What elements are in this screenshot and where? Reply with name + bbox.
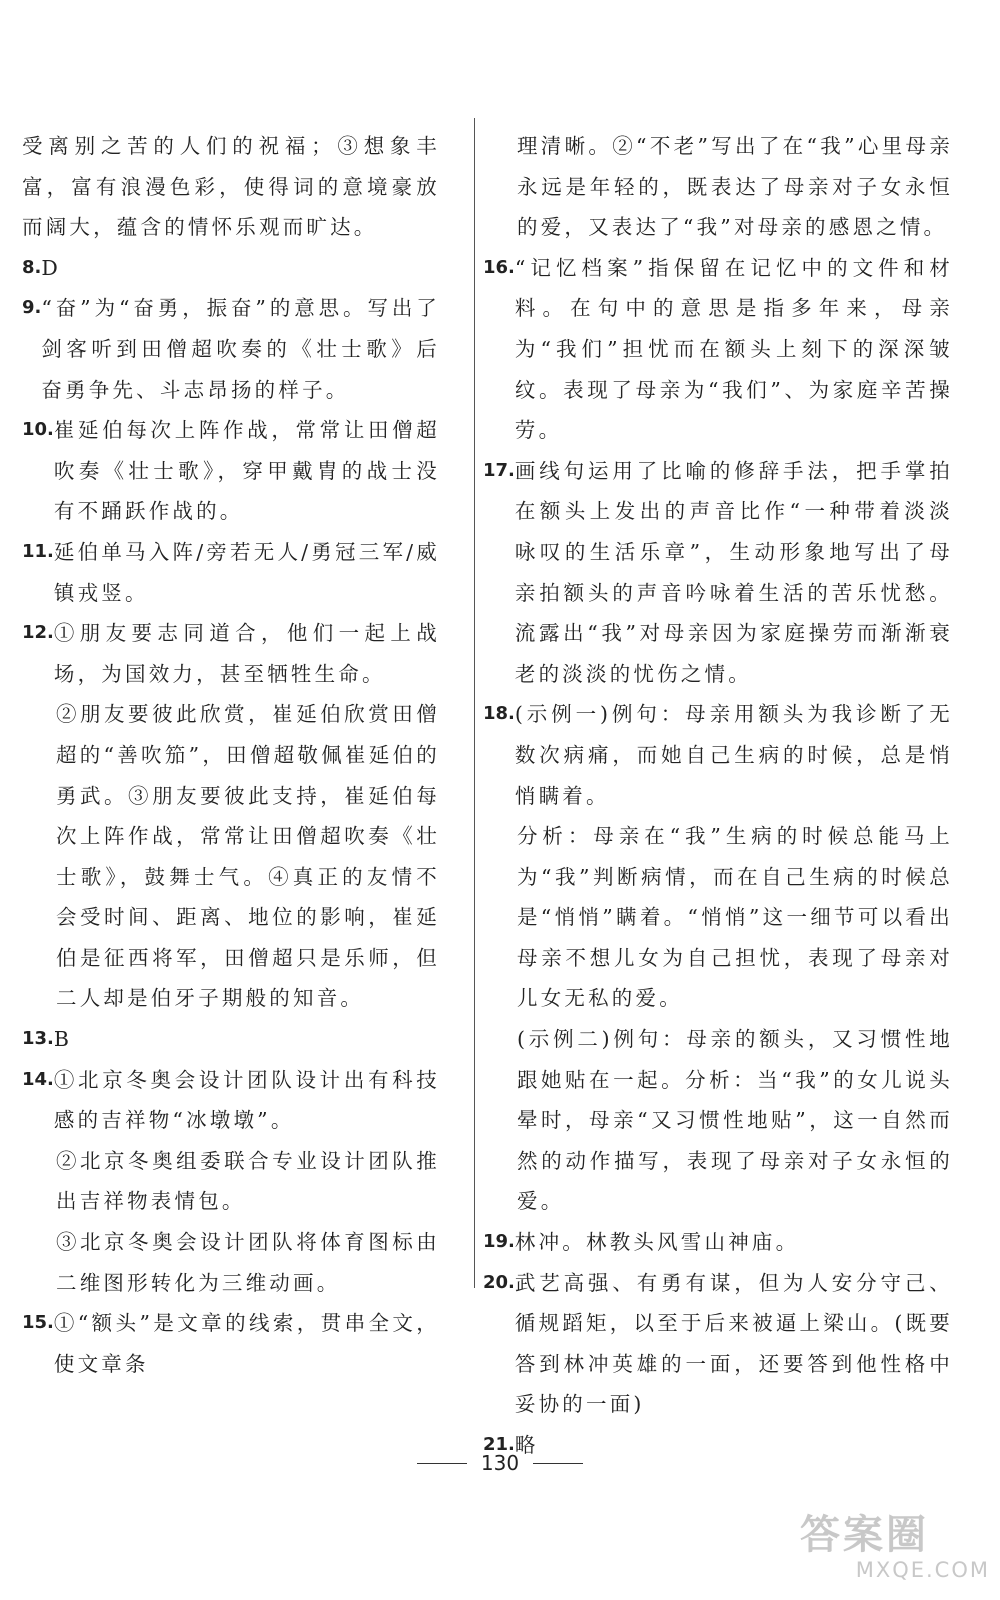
answer-text: D (41, 255, 62, 280)
answer-12 (22, 613, 440, 694)
answer-number: 9. (22, 297, 42, 319)
answer-number: 17. (483, 459, 515, 481)
answer-text (54, 613, 440, 694)
answer-19 (483, 1222, 953, 1263)
page-number: 130 (480, 1451, 520, 1475)
answer-9 (22, 288, 440, 410)
answer-paragraph: ①朋友要志同道合，他们一起上战场，为国效力，甚至牺牲生命。 (53, 621, 440, 686)
page-footer (0, 1443, 1000, 1483)
answer-12-continued: ②朋友要彼此欣赏，崔延伯欣赏田僧超的“善吹笳”，田僧超敬佩崔延伯的勇武。③朋友要彼此支持，崔延伯每次上阵作战，常常让田僧超吹奏《壮士歌》，鼓舞士气。④真正的友情不会受时间、距离、地位的影响，崔延伯是征西将军，田僧超只是乐师，但二人却是伯牙子期般的知音。 (56, 702, 440, 1011)
answer-number: 16. (483, 256, 515, 278)
left-column (22, 126, 440, 1384)
column-divider (474, 118, 475, 1288)
answer-10 (22, 410, 440, 532)
answer-text: 林冲。林教头风雪山神庙。 (514, 1230, 800, 1255)
answer-14-part2: ②北京冬奥组委联合专业设计团队推出吉祥物表情包。 (56, 1148, 440, 1214)
answer-text: B (53, 1027, 73, 1052)
answer-number: 10. (22, 419, 54, 441)
answer-number: 21. (483, 1434, 515, 1455)
footer-rule-right (533, 1463, 583, 1464)
answer-18 (483, 694, 953, 816)
right-column (483, 126, 953, 1466)
right-continuation: 理清晰。②“不老”写出了在“我”心里母亲永远是年轻的，既表达了母亲对子女永恒的爱，又表达了“我”对母亲的感恩之情。 (517, 134, 953, 240)
answer-number: 13. (22, 1028, 54, 1050)
answer-number: 20. (483, 1271, 515, 1293)
answer-number: 12. (22, 622, 54, 644)
answer-text: “记忆档案”指保留在记忆中的文件和材料。在句中的意思是指多年来，母亲为“我们”担忧而在额头上刻下的深深皱纹。表现了母亲为“我们”、为家庭辛苦操劳。 (514, 255, 953, 443)
answer-text: 画线句运用了比喻的修辞手法，把手掌拍在额头上发出的声音比作“一种带着淡淡咏叹的生活乐章”，生动形象地写出了母亲拍额头的声音吟咏着生活的苦乐忧愁。流露出“我”对母亲因为家庭操劳而渐渐衰老的淡淡的忧伤之情。 (514, 458, 953, 686)
answer-text: ①北京冬奥会设计团队设计出有科技感的吉祥物“冰墩墩”。 (53, 1067, 440, 1133)
answer-number: 14. (22, 1068, 54, 1090)
left-continuation: 受离别之苦的人们的祝福；③想象丰富，富有浪漫色彩，使得词的意境豪放而阔大，蕴含的情怀乐观而旷达。 (22, 134, 440, 240)
answer-text: (示例一)例句：母亲用额头为我诊断了无数次病痛，而她自己生病的时候，总是悄悄瞒着。 (514, 702, 953, 808)
answer-14 (22, 1060, 440, 1141)
answer-number: 18. (483, 703, 515, 725)
watermark-domain: MXQE.COM (855, 1558, 990, 1582)
answer-number: 19. (483, 1231, 515, 1253)
footer-rule-left (417, 1463, 467, 1464)
answer-number: 15. (22, 1312, 54, 1334)
answer-15 (22, 1303, 440, 1384)
answer-18-analysis: 分析：母亲在“我”生病的时候总能马上为“我”判断病情，而在自己生病的时候总是“悄悄”瞒着。“悄悄”这一细节可以看出母亲不想儿女为自己担忧，表现了母亲对儿女无私的爱。 (517, 824, 953, 1011)
answer-11 (22, 532, 440, 613)
answer-text: 武艺高强、有勇有谋，但为人安分守己、循规蹈矩，以至于后来被逼上梁山。(既要答到林冲英雄的一面，还要答到他性格中妥协的一面) (514, 1270, 953, 1417)
site-watermark (800, 1512, 990, 1592)
answer-17 (483, 451, 953, 695)
answer-text: 略 (514, 1433, 539, 1457)
answer-text: 延伯单马入阵/旁若无人/勇冠三军/威镇戎竖。 (53, 539, 440, 605)
answer-8 (22, 248, 440, 289)
answer-13 (22, 1019, 440, 1060)
answer-16 (483, 248, 953, 451)
answer-20 (483, 1263, 953, 1425)
answer-18-example2: (示例二)例句：母亲的额头，又习惯性地跟她贴在一起。分析：当“我”的女儿说头晕时，母亲“又习惯性地贴”，这一自然而然的动作描写，表现了母亲对子女永恒的爱。 (517, 1027, 953, 1214)
answer-number: 8. (22, 256, 42, 278)
answer-text: 崔延伯每次上阵作战，常常让田僧超吹奏《壮士歌》，穿甲戴胄的战士没有不踊跃作战的。 (53, 418, 440, 524)
watermark-logo-text: 答案圈 (800, 1512, 929, 1558)
answer-14-part3: ③北京冬奥会设计团队将体育图标由二维图形转化为三维动画。 (56, 1230, 440, 1295)
answer-text: ①“额头”是文章的线索，贯串全文，使文章条 (53, 1311, 440, 1376)
answer-text: “奋”为“奋勇，振奋”的意思。写出了剑客听到田僧超吹奏的《壮士歌》后奋勇争先、斗志昂扬的样子。 (41, 296, 440, 402)
answer-number: 11. (22, 540, 54, 562)
